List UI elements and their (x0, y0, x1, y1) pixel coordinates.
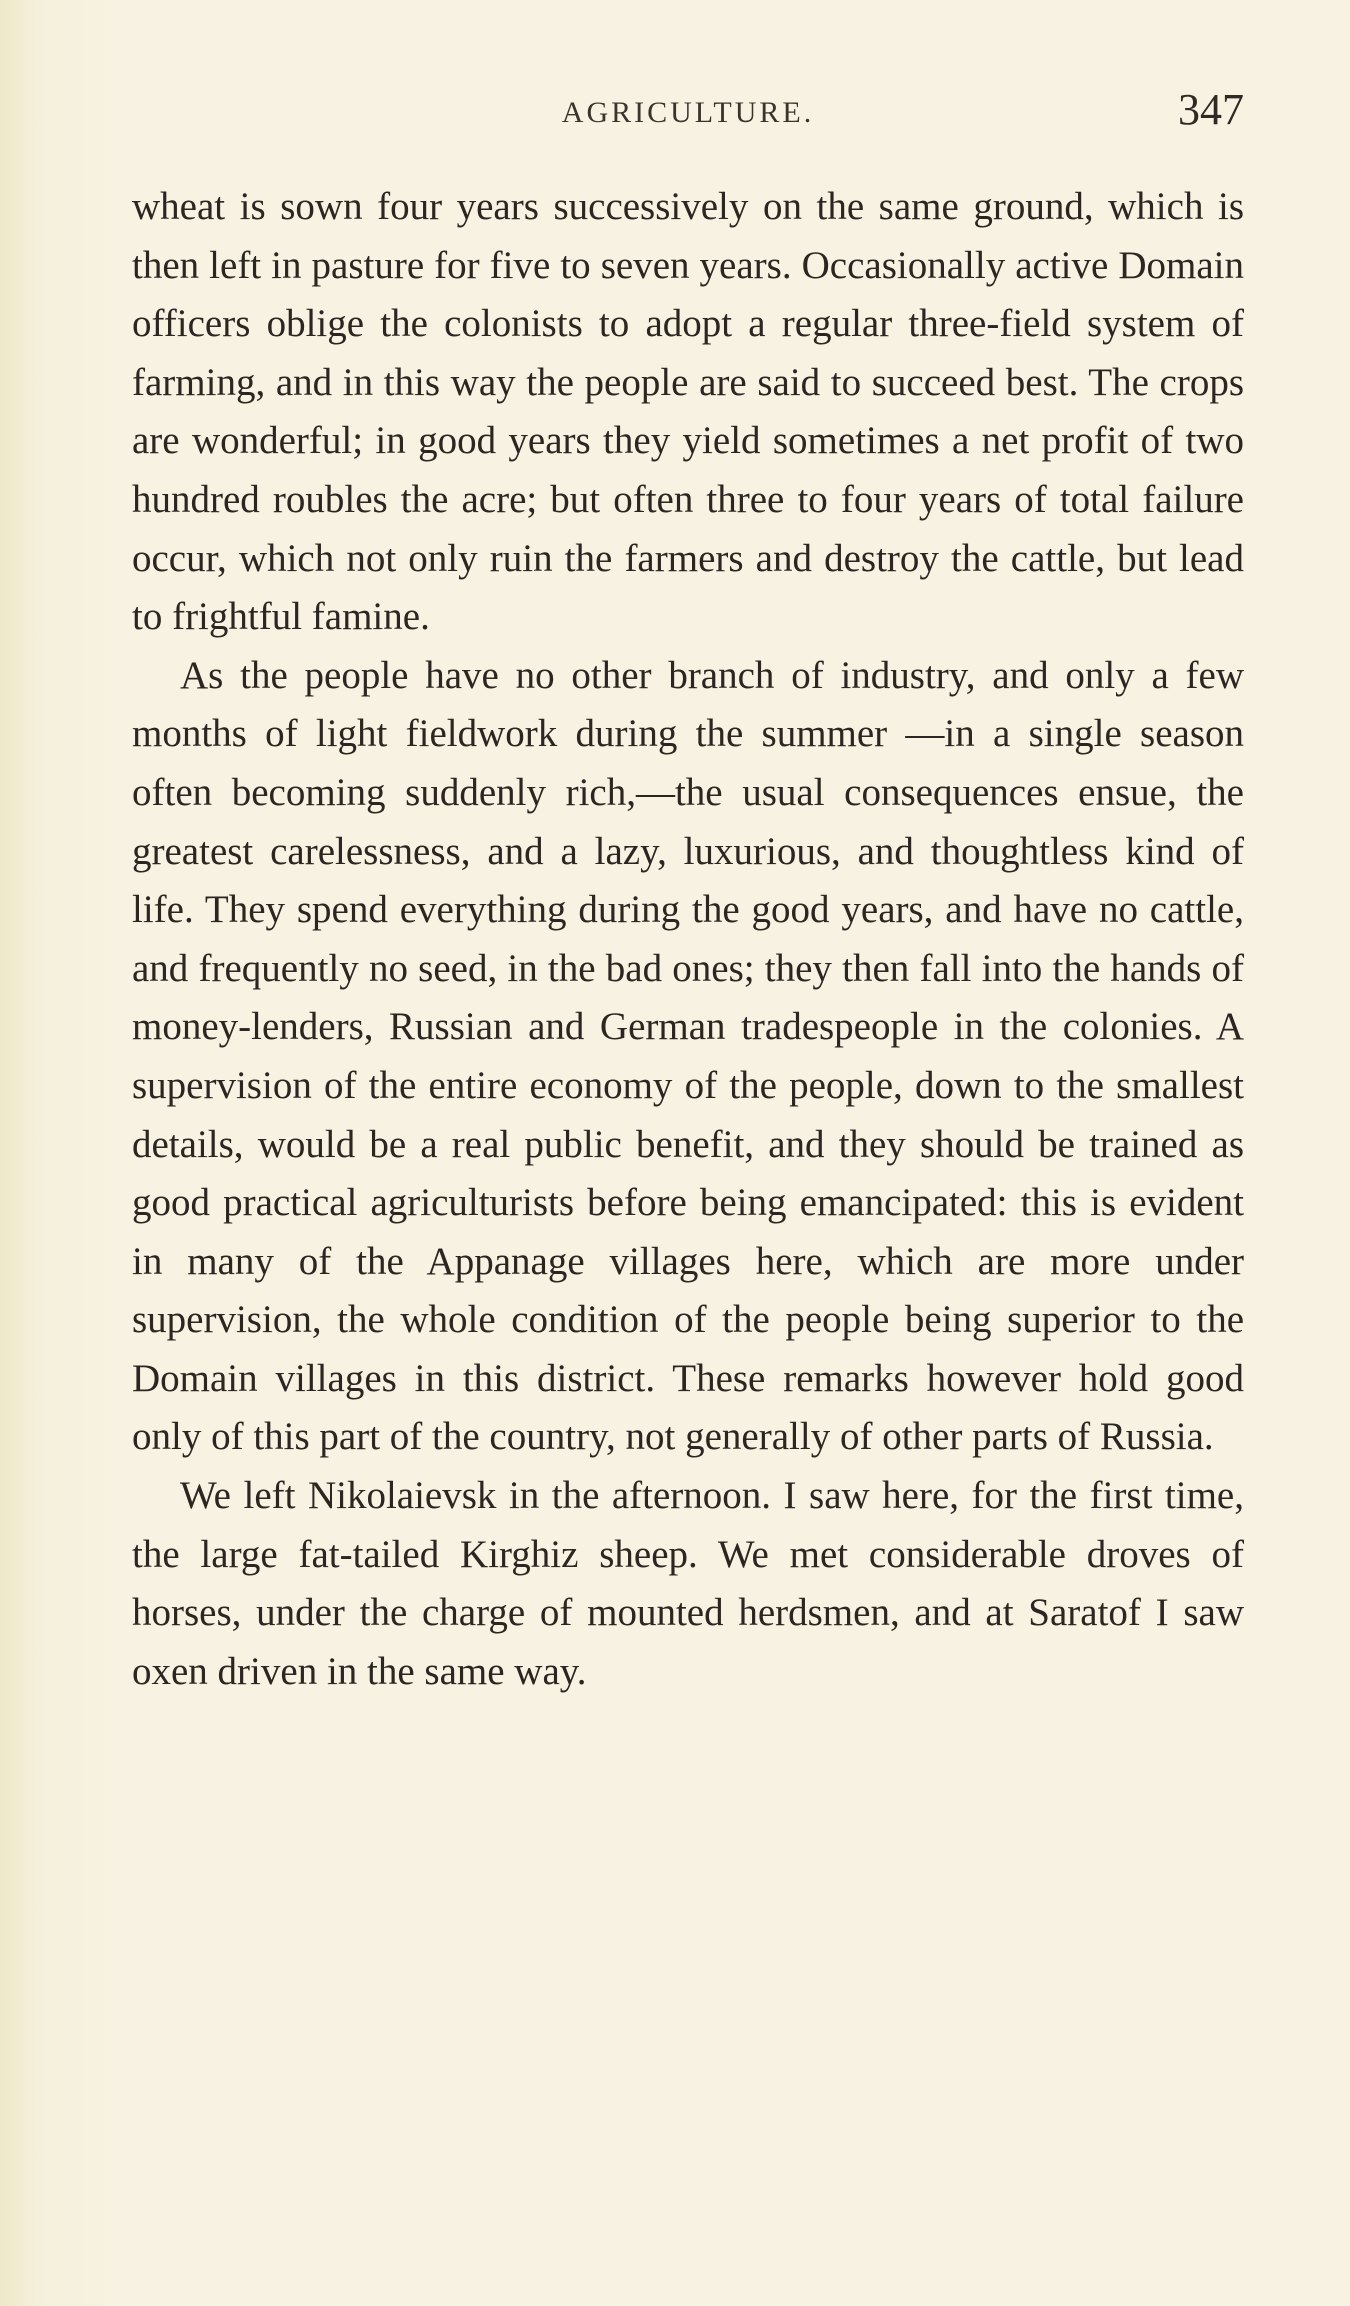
running-title: AGRICULTURE. (561, 96, 815, 129)
paragraph-industry: As the people have no other branch of industry, and only a few months of light fieldwork during the summer —in a single season often becoming suddenly rich,—the usual consequences ensue, the greatest carelessness, and a lazy, luxurious, and thoughtless kind of life. They spend everything during the good years, and have no cattle, and frequently no seed, in the bad ones; they then fall into the hands of money-lenders, Russian and German tradespeople in the colonies. A supervision of the entire economy of the people, down to the smallest details, would be a real public benefit, and they should be trained as good practical agriculturists before being emancipated: this is evident in many of the Appanage villages here, which are more under supervision, the whole condition of the people being superior to the Domain villages in this district. These remarks however hold good only of this part of the country, not generally of other parts of Russia. (132, 653, 1244, 1459)
running-header (132, 84, 1244, 144)
body-text (132, 178, 1244, 1701)
paragraph-continued: wheat is sown four years successively on the same ground, which is then left in pasture for five to seven years. Occasionally active Domain officers oblige the colonists to adopt a regular three-field system of farming, and in this way the people are said to succeed best. The crops are wonderful; in good years they yield sometimes a net profit of two hundred roubles the acre; but often three to four years of total failure occur, which not only ruin the farmers and destroy the cattle, but lead to frightful famine. (132, 185, 1244, 639)
paragraph-departure: We left Nikolaievsk in the afternoon. I saw here, for the first time, the large fat-tailed Kirghiz sheep. We met considerable droves of horses, under the charge of mounted herdsmen, and at Saratof I saw oxen driven in the same way. (132, 1474, 1244, 1693)
page-number: 347 (1178, 85, 1244, 134)
